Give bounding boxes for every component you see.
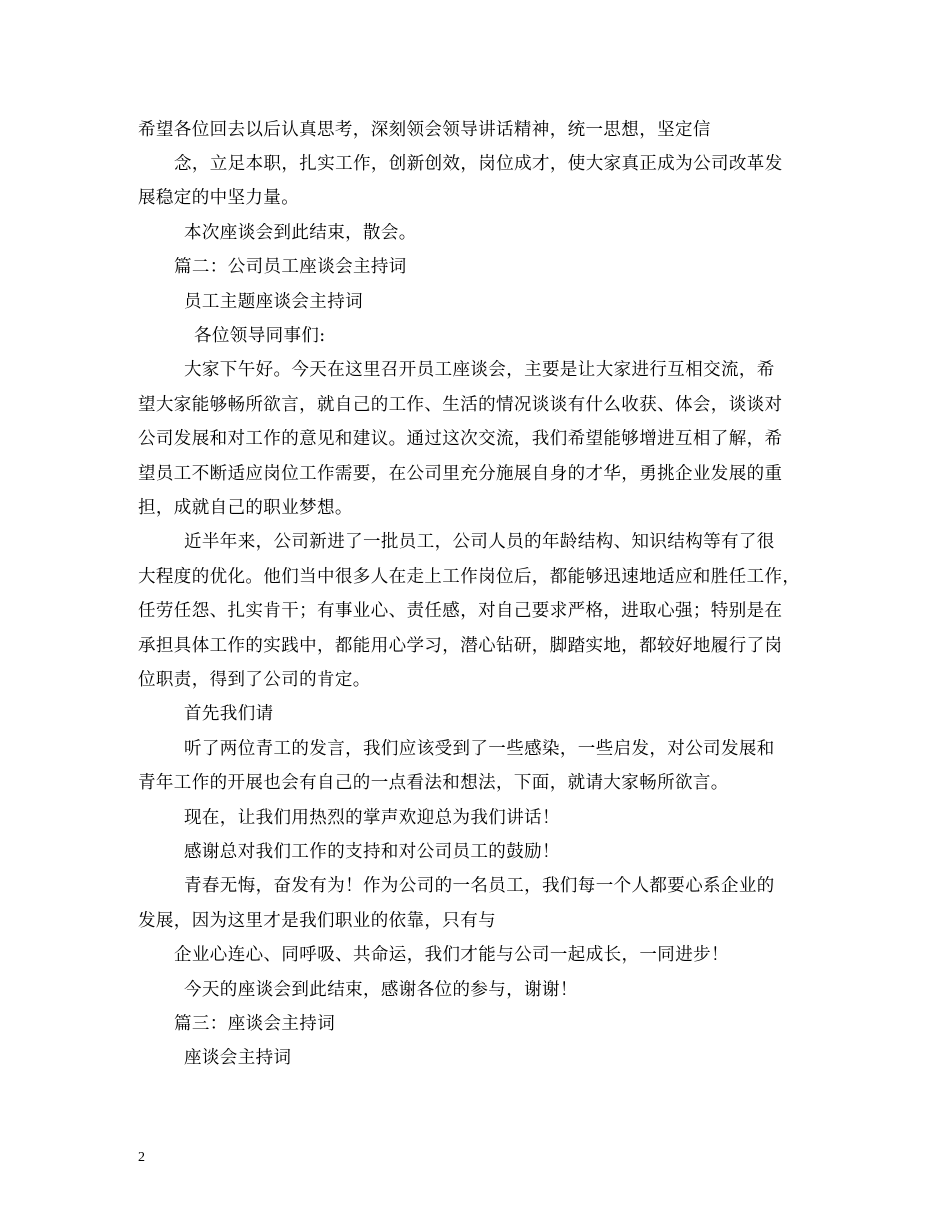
text-line: 希望各位回去以后认真思考，深刻领会领导讲话精神，统一思想，坚定信 — [138, 120, 711, 140]
text-line: 听了两位青工的发言，我们应该受到了一些感染，一些启发，对公司发展和 — [184, 739, 775, 759]
section-subtitle: 座谈会主持词 — [184, 1048, 292, 1068]
text-line: 现在，让我们用热烈的掌声欢迎总为我们讲话！ — [184, 808, 560, 828]
section-subtitle: 员工主题座谈会主持词 — [184, 292, 363, 312]
text-line: 感谢总对我们工作的支持和对公司员工的鼓励！ — [184, 842, 560, 862]
text-line: 望员工不断适应岗位工作需要，在公司里充分施展自身的才华，勇挑企业发展的重 — [138, 464, 783, 484]
text-line: 青年工作的开展也会有自己的一点看法和想法，下面，就请大家畅所欲言。 — [138, 773, 729, 793]
text-line: 企业心连心、同呼吸、共命运，我们才能与公司一起成长，一同进步！ — [174, 945, 729, 965]
text-line: 大家下午好。今天在这里召开员工座谈会，主要是让大家进行互相交流，希 — [184, 360, 775, 380]
section-heading: 篇三：座谈会主持词 — [174, 1014, 336, 1034]
text-line: 位职责，得到了公司的肯定。 — [138, 670, 371, 690]
text-line: 担，成就自己的职业梦想。 — [138, 498, 353, 518]
text-line: 任劳任怨、扎实肯干；有事业心、责任感，对自己要求严格，进取心强；特别是在 — [138, 601, 783, 621]
text-line: 今天的座谈会到此结束，感谢各位的参与，谢谢！ — [184, 980, 578, 1000]
text-line: 念，立足本职，扎实工作，创新创效，岗位成才，使大家真正成为公司改革发 — [174, 154, 783, 174]
text-line: 近半年来，公司新进了一批员工，公司人员的年龄结构、知识结构等有了很 — [184, 532, 775, 552]
text-line: 望大家能够畅所欲言，就自己的工作、生活的情况谈谈有什么收获、体会，谈谈对 — [138, 395, 783, 415]
text-line: 首先我们请 — [184, 704, 274, 724]
text-line: 大程度的优化。他们当中很多人在走上工作岗位后，都能够迅速地适应和胜任工作， — [138, 567, 801, 587]
section-heading: 篇二：公司员工座谈会主持词 — [174, 257, 407, 277]
salutation: 各位领导同事们: — [194, 326, 326, 346]
text-line: 本次座谈会到此结束，散会。 — [184, 223, 417, 243]
text-line: 展稳定的中坚力量。 — [138, 188, 300, 208]
text-line: 公司发展和对工作的意见和建议。通过这次交流，我们希望能够增进互相了解，希 — [138, 429, 783, 449]
text-line: 发展，因为这里才是我们职业的依靠，只有与 — [138, 911, 496, 931]
text-line: 青春无悔，奋发有为！作为公司的一名员工，我们每一个人都要心系企业的 — [184, 876, 775, 896]
page-number: 2 — [138, 1150, 145, 1165]
text-line: 承担具体工作的实践中，都能用心学习，潜心钻研，脚踏实地，都较好地履行了岗 — [138, 636, 783, 656]
